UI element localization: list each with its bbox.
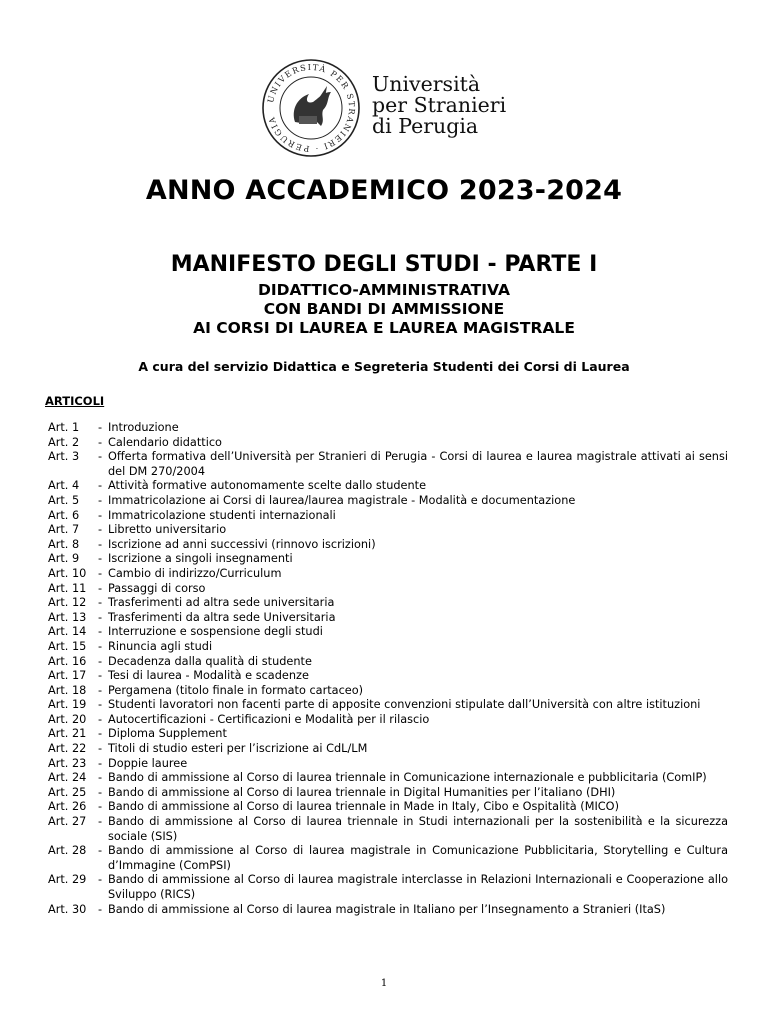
article-title: Bando di ammissione al Corso di laurea triennale in Comunicazione internazionale e pubblicitaria (ComIP) (108, 771, 707, 785)
article-dash: - (98, 610, 103, 624)
article-row (48, 815, 728, 844)
article-number: Art. 9 (48, 552, 80, 566)
article-number: Art. 5 (48, 493, 80, 507)
article-number: Art. 7 (48, 523, 80, 537)
article-dash: - (98, 902, 103, 916)
university-name (372, 74, 506, 137)
article-dash: - (98, 596, 103, 610)
article-row (48, 669, 728, 684)
article-dash: - (98, 756, 103, 770)
article-title: Trasferimenti da altra sede Universitaria (108, 610, 336, 624)
article-row (48, 640, 728, 655)
manifesto-subtitle-line: DIDATTICO-AMMINISTRATIVA (258, 281, 510, 299)
article-number: Art. 17 (48, 669, 87, 683)
article-dash: - (98, 771, 103, 785)
article-title: Pergamena (titolo finale in formato cartaceo) (108, 683, 364, 697)
article-number: Art. 16 (48, 654, 87, 668)
article-dash: - (98, 450, 103, 464)
article-number: Art. 28 (48, 844, 87, 858)
article-title: Attività formative autonomamente scelte dallo studente (108, 479, 427, 493)
article-row (48, 800, 728, 815)
article-dash: - (98, 421, 103, 434)
article-title: Trasferimenti ad altra sede universitaria (108, 596, 335, 610)
article-row (48, 757, 728, 772)
article-row (48, 611, 728, 626)
article-title: Rinuncia agli studi (108, 639, 213, 653)
article-title: Immatricolazione ai Corsi di laurea/laurea magistrale - Modalità e documentazione (108, 493, 576, 507)
article-row (48, 509, 728, 524)
manifesto-subtitle-line: CON BANDI DI AMMISSIONE (263, 300, 505, 318)
article-number: Art. 14 (48, 625, 87, 639)
article-number: Art. 15 (48, 639, 87, 653)
article-dash: - (98, 873, 103, 887)
manifesto-subtitle (0, 281, 768, 338)
article-row (48, 479, 728, 494)
article-number: Art. 3 (48, 450, 80, 464)
article-title: Bando di ammissione al Corso di laurea magistrale in Comunicazione Pubblicitaria, Storytelling e Cultura d’Immagine (ComPSI) (108, 844, 728, 872)
article-row (48, 771, 728, 786)
article-title: Tesi di laurea - Modalità e scadenze (108, 669, 309, 683)
article-title: Titoli di studio esteri per l’iscrizione ai CdL/LM (108, 742, 368, 756)
article-number: Art. 30 (48, 902, 87, 916)
manifesto-subtitle-line: AI CORSI DI LAUREA E LAUREA MAGISTRALE (193, 319, 575, 337)
article-row (48, 450, 728, 479)
article-row (48, 421, 728, 436)
article-row (48, 538, 728, 553)
article-row (48, 596, 728, 611)
article-dash: - (98, 581, 103, 595)
article-number: Art. 21 (48, 727, 87, 741)
article-number: Art. 25 (48, 785, 87, 799)
article-title: Passaggi di corso (108, 581, 206, 595)
article-dash: - (98, 479, 103, 493)
article-title: Offerta formativa dell’Università per Stranieri di Perugia - Corsi di laurea e laurea magistrale attivati ai sensi del DM 270/2004 (108, 450, 728, 478)
article-dash: - (98, 566, 103, 580)
article-title: Autocertificazioni - Certificazioni e Modalità per il rilascio (108, 712, 430, 726)
article-title: Decadenza dalla qualità di studente (108, 654, 312, 668)
article-dash: - (98, 493, 103, 507)
article-title: Immatricolazione studenti internazionali (108, 508, 336, 522)
article-title: Bando di ammissione al Corso di laurea triennale in Made in Italy, Cibo e Ospitalità (MICO) (108, 800, 619, 814)
article-number: Art. 22 (48, 742, 87, 756)
article-dash: - (98, 742, 103, 756)
article-dash: - (98, 815, 103, 829)
article-dash: - (98, 435, 103, 449)
article-title: Iscrizione ad anni successivi (rinnovo iscrizioni) (108, 537, 376, 551)
article-number: Art. 20 (48, 712, 87, 726)
article-title: Cambio di indirizzo/Curriculum (108, 566, 282, 580)
article-title: Introduzione (108, 421, 179, 434)
article-row (48, 786, 728, 801)
article-title: Bando di ammissione al Corso di laurea triennale in Digital Humanities per l’italiano (DHI) (108, 785, 616, 799)
article-number: Art. 12 (48, 596, 87, 610)
article-row (48, 625, 728, 640)
article-title: Studenti lavoratori non facenti parte di apposite convenzioni stipulate dall’Università con altre istituzioni (108, 698, 701, 712)
article-number: Art. 13 (48, 610, 87, 624)
university-header (261, 58, 507, 158)
article-dash: - (98, 800, 103, 814)
article-dash: - (98, 639, 103, 653)
article-dash: - (98, 654, 103, 668)
article-number: Art. 19 (48, 698, 87, 712)
article-number: Art. 24 (48, 771, 87, 785)
svg-text:UNIVERSITÀ PER STRANIERI · PER: UNIVERSITÀ PER STRANIERI · PERUGIA (265, 61, 358, 155)
article-row (48, 684, 728, 699)
article-dash: - (98, 727, 103, 741)
article-row (48, 903, 728, 918)
article-row (48, 727, 728, 742)
article-dash: - (98, 698, 103, 712)
article-dash: - (98, 712, 103, 726)
articles-heading: ARTICOLI (45, 394, 105, 408)
article-title: Libretto universitario (108, 523, 227, 537)
article-title: Doppie lauree (108, 756, 188, 770)
article-title: Interruzione e sospensione degli studi (108, 625, 323, 639)
article-row (48, 552, 728, 567)
article-number: Art. 2 (48, 435, 80, 449)
university-name-line: Università (372, 72, 481, 96)
page-number: 1 (380, 978, 388, 989)
article-title: Diploma Supplement (108, 727, 227, 741)
article-number: Art. 1 (48, 421, 80, 434)
article-number: Art. 11 (48, 581, 87, 595)
article-dash: - (98, 537, 103, 551)
article-dash: - (98, 669, 103, 683)
article-dash: - (98, 683, 103, 697)
curated-by-note: A cura del servizio Didattica e Segreteria Studenti dei Corsi di Laurea (138, 359, 630, 374)
article-dash: - (98, 844, 103, 858)
article-dash: - (98, 625, 103, 639)
article-dash: - (98, 523, 103, 537)
academic-year-title: ANNO ACCADEMICO 2023-2024 (145, 175, 623, 206)
article-number: Art. 18 (48, 683, 87, 697)
university-name-line: per Stranieri (372, 93, 507, 117)
article-number: Art. 29 (48, 873, 87, 887)
article-row (48, 436, 728, 451)
article-number: Art. 8 (48, 537, 80, 551)
article-row (48, 873, 728, 902)
article-dash: - (98, 552, 103, 566)
article-row (48, 844, 728, 873)
university-seal-logo (261, 58, 361, 158)
article-number: Art. 26 (48, 800, 87, 814)
article-title: Iscrizione a singoli insegnamenti (108, 552, 293, 566)
article-row (48, 742, 728, 757)
articles-list (48, 421, 728, 917)
university-name-line: di Perugia (372, 114, 479, 138)
article-number: Art. 10 (48, 566, 87, 580)
article-row (48, 582, 728, 597)
article-number: Art. 6 (48, 508, 80, 522)
article-title: Bando di ammissione al Corso di laurea magistrale in Italiano per l’Insegnamento a Stranieri (ItaS) (108, 902, 666, 916)
article-row (48, 567, 728, 582)
article-number: Art. 4 (48, 479, 80, 493)
article-title: Bando di ammissione al Corso di laurea magistrale interclasse in Relazioni Internazionali e Cooperazione allo Sviluppo (RICS) (108, 873, 728, 901)
article-row (48, 523, 728, 538)
article-dash: - (98, 508, 103, 522)
article-title: Calendario didattico (108, 435, 222, 449)
article-title: Bando di ammissione al Corso di laurea triennale in Studi internazionali per la sostenibilità e la sicurezza sociale (SIS) (108, 815, 728, 843)
article-row (48, 655, 728, 670)
manifesto-title: MANIFESTO DEGLI STUDI - PARTE I (170, 252, 598, 277)
article-row (48, 494, 728, 509)
article-row (48, 713, 728, 728)
article-dash: - (98, 785, 103, 799)
article-number: Art. 23 (48, 756, 87, 770)
article-row (48, 698, 728, 713)
article-number: Art. 27 (48, 815, 87, 829)
